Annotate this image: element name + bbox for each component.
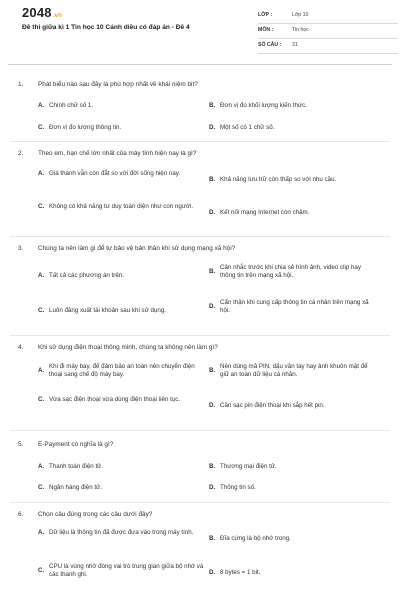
answer-option-a[interactable] [38, 272, 207, 280]
answer-option-c[interactable] [38, 124, 207, 132]
option-text: Khả năng lưu trữ còn thấp so với nhu cầu. [220, 176, 337, 183]
answer-option-d[interactable] [209, 209, 378, 217]
answer-option-d[interactable] [209, 299, 378, 316]
info-label: MÔN : [258, 27, 274, 34]
info-row-question-count [258, 39, 398, 54]
question-stem [18, 150, 196, 159]
question-number: 5. [18, 441, 24, 448]
page-header [10, 0, 390, 58]
option-letter: C. [38, 203, 45, 210]
question-text: Chúng ta nên làm gì để tự bảo vệ bản thân khi sử dụng mạng xã hội? [38, 245, 236, 252]
option-text: Dữ liệu là thông tin đã được đưa vào trong máy tính. [49, 529, 194, 536]
question-item [10, 336, 390, 431]
answer-option-c[interactable] [38, 563, 207, 580]
question-item [10, 237, 390, 336]
option-text: Đĩa cứng là bộ nhớ trong. [220, 535, 291, 542]
option-letter: B. [209, 367, 216, 375]
question-text: E-Payment có nghĩa là gì? [38, 441, 114, 448]
option-letter: C. [38, 124, 45, 131]
option-letter: B. [209, 463, 216, 470]
option-letter: C. [38, 396, 45, 403]
option-text: 8 bytes = 1 bit. [220, 569, 261, 576]
option-text: Thông tin số. [220, 484, 256, 491]
option-text: Kết nối mạng Internet còn chậm. [220, 209, 310, 216]
option-text: Luôn đăng xuất tài khoản sau khi sử dụng. [49, 307, 166, 314]
question-stem [18, 441, 113, 450]
question-number: 4. [18, 344, 24, 351]
info-label: LỚP : [258, 12, 273, 19]
answer-option-d[interactable] [209, 569, 378, 577]
option-text: Cẩn thận khi cung cấp thông tin cá nhân trên mạng xã hội. [220, 299, 369, 315]
option-letter: D. [209, 124, 216, 131]
option-text: Tất cả các phương án trên. [49, 272, 124, 279]
question-text: Chọn câu đúng trong các câu dưới đây? [38, 511, 153, 518]
logo-tld: .vn [52, 13, 63, 19]
answer-option-b[interactable] [209, 463, 378, 471]
answer-option-b[interactable] [209, 535, 378, 543]
answer-option-c[interactable] [38, 307, 207, 315]
option-letter: B. [209, 535, 216, 542]
option-text: Cân nhắc trước khi chia sẻ hình ảnh, video clip hay thông tin trên mạng xã hội. [220, 264, 361, 280]
answer-option-b[interactable] [209, 102, 378, 110]
option-letter: B. [209, 268, 216, 276]
answer-option-d[interactable] [209, 124, 378, 132]
question-text: Khi sử dụng điện thoại thông minh, chúng ta không nên làm gì? [38, 344, 218, 351]
answer-option-c[interactable] [38, 203, 207, 211]
option-letter: A. [38, 529, 45, 536]
option-text: Chính chữ số 1. [49, 102, 94, 109]
option-letter: A. [38, 367, 45, 375]
option-letter: C. [38, 307, 45, 314]
answer-option-c[interactable] [38, 484, 207, 492]
question-list [10, 73, 390, 595]
question-stem [18, 81, 198, 90]
answer-option-a[interactable] [38, 363, 207, 380]
logo-text: 2048 [22, 5, 52, 20]
answer-option-b[interactable] [209, 176, 378, 184]
question-stem [18, 511, 152, 520]
answer-option-d[interactable] [209, 402, 378, 410]
info-row-grade [258, 9, 398, 24]
option-letter: C. [38, 567, 45, 575]
question-item [10, 503, 390, 595]
answer-option-d[interactable] [209, 484, 378, 492]
exam-info-table [258, 9, 398, 54]
option-text: Cần sạc pin điện thoại khi sắp hết pin. [220, 402, 325, 409]
option-letter: C. [38, 484, 45, 491]
option-text: Khi đi máy bay, để đảm bảo an toàn nên chuyển điện thoại sang chế độ máy bay. [49, 363, 195, 379]
site-logo[interactable] [22, 4, 62, 22]
option-letter: B. [209, 176, 216, 183]
option-text: Không có khả năng tư duy toàn diện như con người. [49, 203, 194, 210]
answer-option-a[interactable] [38, 463, 207, 471]
question-number: 6. [18, 511, 24, 518]
option-letter: A. [38, 170, 45, 177]
page-title: Đề thi giữa kì 1 Tin học 10 Cánh diều có đáp án - Đề 4 [22, 24, 190, 31]
option-letter: D. [209, 402, 216, 409]
question-number: 1. [18, 81, 24, 88]
header-divider [8, 64, 392, 65]
option-text: CPU là vùng nhớ đóng vai trò trung gian giữa bộ nhớ và các thanh ghi. [49, 563, 204, 579]
option-text: Đơn vị đo khối lượng kiến thức. [220, 102, 307, 109]
question-text: Theo em, hạn chế lớn nhất của máy tính hiện nay là gì? [38, 150, 197, 157]
option-text: Ngân hàng điện tử. [49, 484, 102, 491]
answer-option-b[interactable] [209, 363, 378, 380]
answer-option-b[interactable] [209, 264, 378, 281]
option-letter: D. [209, 303, 216, 311]
info-label: SỐ CÂU : [258, 42, 282, 49]
question-stem [18, 245, 235, 254]
answer-option-a[interactable] [38, 529, 207, 537]
option-letter: D. [209, 569, 216, 576]
answer-option-c[interactable] [38, 396, 207, 404]
answer-option-a[interactable] [38, 170, 207, 178]
option-letter: D. [209, 209, 216, 216]
question-text: Phát biểu nào sau đây là phù hợp nhất về khái niệm bit? [38, 81, 198, 88]
option-text: Giá thành vẫn còn đắt so với đời sống hiện nay. [49, 170, 181, 177]
option-letter: A. [38, 102, 45, 109]
question-item [10, 73, 390, 142]
option-letter: B. [209, 102, 216, 109]
info-value: Lớp 10 [292, 12, 309, 19]
option-text: Một số có 1 chữ số. [220, 124, 275, 131]
info-value: 31 [292, 42, 298, 49]
option-text: Nên dùng mã PIN, dấu vân tay hay ảnh khuôn mặt để giữ an toàn dữ liệu cá nhân. [220, 363, 368, 379]
option-letter: D. [209, 484, 216, 491]
question-number: 2. [18, 150, 24, 157]
question-number: 3. [18, 245, 24, 252]
option-text: Thương mại điện tử. [220, 463, 277, 470]
question-stem [18, 344, 218, 353]
question-item [10, 431, 390, 503]
option-text: Vừa sạc điện thoại vừa dùng điện thoại liên tục. [49, 396, 181, 403]
option-text: Thanh toán điện tử. [49, 463, 104, 470]
question-item [10, 142, 390, 237]
info-row-subject [258, 24, 398, 39]
option-letter: A. [38, 272, 45, 279]
option-letter: A. [38, 463, 45, 470]
option-text: Đơn vị đo lượng thông tin. [49, 124, 122, 131]
info-value: Tin học [292, 27, 309, 34]
answer-option-a[interactable] [38, 102, 207, 110]
